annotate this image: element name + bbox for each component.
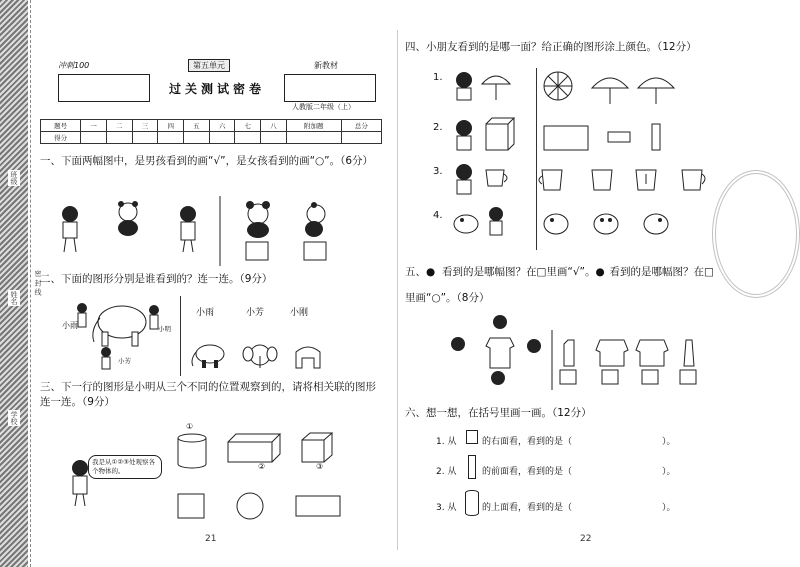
header-box-right <box>284 74 376 102</box>
q2-name-xiaofang: 小芳 <box>246 308 265 318</box>
child-figure-icon <box>456 164 472 194</box>
cup-view-c[interactable] <box>636 170 656 190</box>
cylinder-small-icon <box>465 490 479 516</box>
bird-icon <box>454 215 478 233</box>
score-cell[interactable] <box>209 132 235 144</box>
class-label: 班级 <box>10 171 18 185</box>
girl-figure-icon <box>451 337 465 351</box>
tall-box-icon <box>468 455 476 479</box>
score-cell[interactable] <box>158 132 184 144</box>
cabinet-top-view[interactable] <box>608 132 630 142</box>
header-block <box>52 60 380 112</box>
question-4-figure <box>452 66 752 252</box>
name-label: 姓名 <box>10 291 18 305</box>
q3-mark-3: ③ <box>316 462 324 471</box>
q2-label-xiaoming: 小明 <box>158 325 171 333</box>
q6-answer-slot-1[interactable] <box>598 432 658 446</box>
q6-item-1-text: 的右面看，看到的是（ <box>482 437 573 447</box>
boy-figure-icon <box>493 315 507 329</box>
seal-line-label: 密 封 线 <box>34 270 42 296</box>
q4-row-1-label: 1. <box>433 72 443 83</box>
answer-box[interactable] <box>680 370 696 384</box>
score-cell[interactable] <box>81 132 107 144</box>
shirt-front-view <box>596 340 628 366</box>
score-head-cell: 六 <box>209 120 235 132</box>
answer-box[interactable] <box>560 370 576 384</box>
boy-head-icon: ● <box>426 266 436 278</box>
score-head-cell: 四 <box>158 120 184 132</box>
umbrella-side-view[interactable] <box>592 78 628 104</box>
cube-small-icon <box>466 430 478 444</box>
question-5-line-1 <box>405 265 765 280</box>
score-cell[interactable] <box>286 132 341 144</box>
q2-name-xiaogang: 小刚 <box>290 308 309 318</box>
circle-view[interactable] <box>237 493 263 519</box>
boy-figure-icon <box>72 460 88 506</box>
cabinet-side-view[interactable] <box>652 124 660 150</box>
q6-item-1-num: 1. 从 <box>436 437 457 447</box>
score-table-row-header <box>41 120 382 132</box>
page-number-right: 22 <box>580 534 592 544</box>
page-number-left: 21 <box>205 534 217 544</box>
bird-view-b[interactable] <box>594 214 618 234</box>
q4-row-4-label: 4. <box>433 210 443 221</box>
panda-side-icon <box>305 202 325 237</box>
score-head-cell: 七 <box>235 120 261 132</box>
answer-box[interactable] <box>246 242 268 260</box>
question-5-line-2: 里画“○”。（8分） <box>405 292 490 304</box>
child-figure-icon <box>489 207 503 235</box>
girl-head-icon: ● <box>595 266 605 278</box>
q2-name-xiaoyu: 小雨 <box>196 308 215 318</box>
cup-view-b[interactable] <box>592 170 612 190</box>
q6-item-3-end: ）。 <box>662 503 676 513</box>
q5-instruction-b: 看到的是哪幅图？在□ <box>609 266 714 278</box>
panda-toy-icon <box>118 201 138 236</box>
q4-row-2-label: 2. <box>433 122 443 133</box>
q6-item-3-num: 3. 从 <box>436 503 457 513</box>
score-row-label: 得分 <box>41 132 81 144</box>
question-1-figure <box>48 196 393 266</box>
spread-gutter <box>397 30 398 550</box>
elephant-side-icon[interactable] <box>192 345 224 368</box>
girl-figure-icon <box>491 371 505 385</box>
bird-view-c[interactable] <box>644 214 668 234</box>
panda-front-icon <box>246 201 270 238</box>
speech-bubble: 我是从①②③处观察各个物体的。 <box>88 455 162 479</box>
child-figure-icon <box>101 347 111 369</box>
question-5-figure <box>440 310 700 396</box>
umbrella-icon <box>482 76 510 100</box>
girl-figure-icon <box>180 206 196 252</box>
elephant-scene <box>72 296 172 371</box>
answer-box[interactable] <box>642 370 658 384</box>
umbrella-front-view[interactable] <box>638 78 674 104</box>
q3-mark-2: ② <box>258 462 266 471</box>
boy-figure-icon <box>527 339 541 353</box>
q6-item-2-num: 2. 从 <box>436 467 457 477</box>
q5-prefix: 五、 <box>405 266 426 278</box>
child-figure-icon <box>456 120 472 150</box>
score-cell[interactable] <box>341 132 381 144</box>
cylinder-shape <box>178 434 206 468</box>
elephant-back-icon[interactable] <box>296 347 320 368</box>
question-2-views <box>188 342 338 372</box>
score-cell[interactable] <box>261 132 287 144</box>
child-figure-icon <box>149 305 159 329</box>
bird-view-a[interactable] <box>544 214 568 234</box>
cube-shape <box>302 433 332 462</box>
shirt-on-stand-icon <box>486 338 514 368</box>
cup-view-a[interactable] <box>539 170 562 190</box>
question-6-text: 六、想一想，在括号里画一画。（12分） <box>405 407 592 419</box>
square-view[interactable] <box>178 494 204 518</box>
score-cell[interactable] <box>106 132 132 144</box>
question-3-text: 三、下一行的图形是小明从三个不同的位置观察到的，请将相关联的图形连一连。（9分） <box>40 381 376 408</box>
score-head-cell: 附加题 <box>286 120 341 132</box>
child-figure-icon <box>456 72 472 100</box>
umbrella-top-view[interactable] <box>544 72 572 100</box>
cabinet-front-view[interactable] <box>544 126 588 150</box>
school-label: 学校 <box>10 411 18 425</box>
score-table <box>40 119 382 144</box>
q6-item-2-end: ）。 <box>662 467 676 477</box>
q6-item-3-text: 的上面看，看到的是（ <box>482 503 573 513</box>
cup-icon <box>486 170 507 186</box>
boy-figure-icon <box>62 206 78 252</box>
score-cell[interactable] <box>235 132 261 144</box>
shirt-other-side-view <box>684 340 694 366</box>
shirt-back-view <box>636 340 668 366</box>
brand-text: 冲刺100 <box>58 61 90 70</box>
score-head-cell: 五 <box>184 120 210 132</box>
page-title: 过关测试密卷 <box>168 82 265 96</box>
score-cell[interactable] <box>132 132 158 144</box>
score-cell[interactable] <box>184 132 210 144</box>
q2-label-xiaofang: 小芳 <box>118 357 131 365</box>
q4-row-3-label: 3. <box>433 166 443 177</box>
binding-fold-line <box>30 0 31 567</box>
cup-view-d[interactable] <box>682 170 705 190</box>
elephant-icon <box>93 306 146 346</box>
question-4-text: 四、小朋友看到的是哪一面？给正确的图形涂上颜色。（12分） <box>405 41 697 53</box>
q5-instruction-a: 看到的是哪幅图？在□里画“√”。 <box>442 266 596 278</box>
answer-box[interactable] <box>304 242 326 260</box>
q3-mark-1: ① <box>186 422 194 431</box>
score-head-cell: 题号 <box>41 120 81 132</box>
score-head-cell: 八 <box>261 120 287 132</box>
question-2-divider <box>180 296 181 376</box>
grade-label: 人教版二年级（上） <box>292 103 355 111</box>
q6-item-2-text: 的前面看，看到的是（ <box>482 467 573 477</box>
secret-stamp-icon <box>712 170 800 298</box>
shirt-side-view <box>564 340 574 366</box>
score-table-row-score <box>41 132 382 144</box>
child-figure-icon <box>77 303 87 327</box>
q2-label-xiaoyu: 小雨 <box>62 321 78 330</box>
q6-item-1-end: ）。 <box>662 437 676 447</box>
score-head-cell: 三 <box>132 120 158 132</box>
q6-answer-slot-2[interactable] <box>598 462 658 476</box>
unit-badge: 第五单元 <box>188 59 230 72</box>
question-1-text: 一、下面两幅图中，是男孩看到的画“√”，是女孩看到的画“○”。（6分） <box>40 155 374 167</box>
score-head-cell: 二 <box>106 120 132 132</box>
elephant-front-icon[interactable] <box>243 345 277 368</box>
cuboid-shape <box>228 434 280 462</box>
score-head-cell: 总分 <box>341 120 381 132</box>
edition-text: 新教材 <box>314 61 338 70</box>
cabinet-icon <box>486 118 514 150</box>
binding-strip <box>0 0 28 567</box>
score-head-cell: 一 <box>81 120 107 132</box>
question-2-text: 二、下面的图形分别是谁看到的？连一连。（9分） <box>40 273 273 285</box>
answer-box[interactable] <box>602 370 618 384</box>
header-box-left <box>58 74 150 102</box>
rectangle-view[interactable] <box>296 496 340 516</box>
q6-answer-slot-3[interactable] <box>598 498 658 512</box>
